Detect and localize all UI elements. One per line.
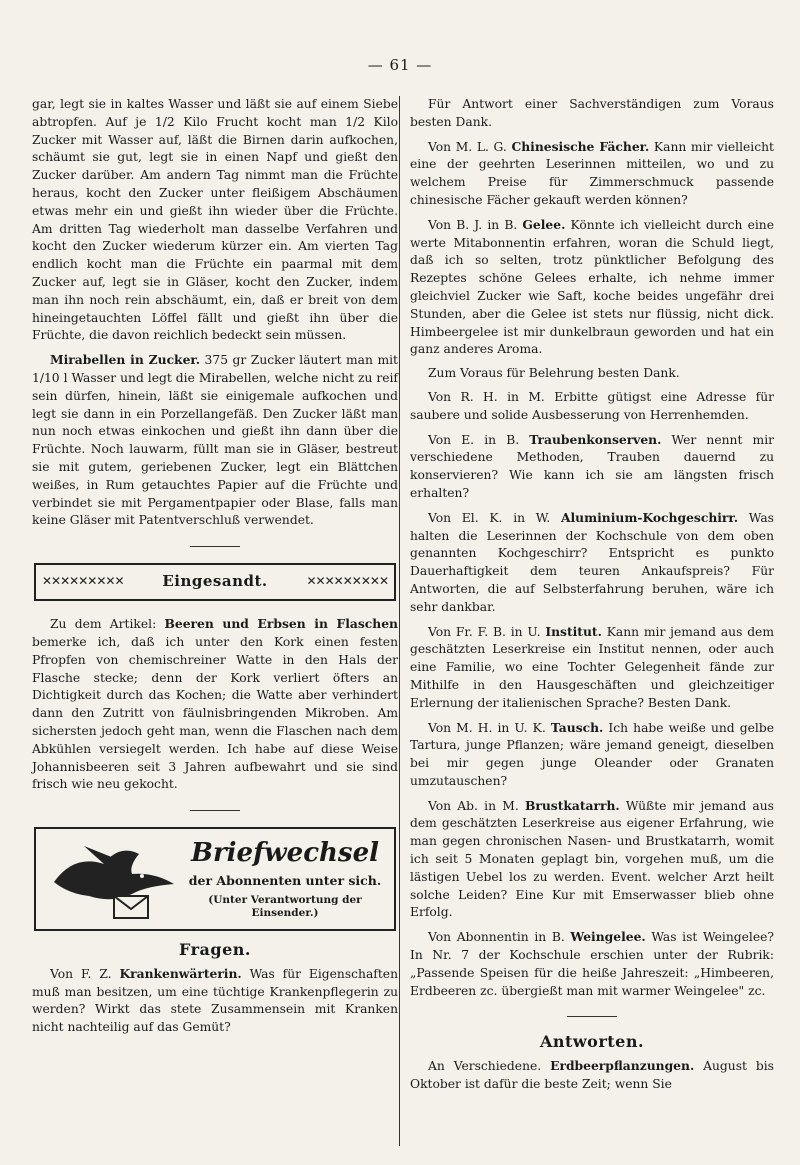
paragraph-trauben <box>410 431 774 503</box>
section-rule-3 <box>567 1016 617 1017</box>
paragraph-weingelee <box>410 928 774 1000</box>
paragraph-institut <box>410 623 774 713</box>
text-erdbeer: August bis Oktober ist dafür die beste Zeit; wenn Sie <box>410 1059 774 1092</box>
text-r9-pre: Von M. H. in U. K. <box>428 720 551 735</box>
text-gelee: Könnte ich vielleicht durch eine werte Mitabonnentin erfahren, woran die Schuld liegt, daß ich so selten, trotz pünktlicher Befolgung des Rezeptes schöne Gelees erhalte, ich nehme immer gleichviel Zucker wie Saft, koche beides ungefähr drei Stunden, aber die Gelee ist stets nur flüssig, nicht dick. Himbeergelee ist mir dunkelbraun geworden und hat ein ganz anderes Aroma. <box>410 217 774 357</box>
fragen-title: Fragen. <box>179 940 251 960</box>
text-aluminium: Was halten die Leserinnen der Kochschule von dem oben genannten Kochgeschirr? Entspricht es punkto Dauerhaftigkeit dem teuren Ankaufspreis? Für Antworten, die auf Selbsterfahrung beruhen, wäre ich sehr dankbar. <box>410 510 774 614</box>
paragraph-dank: Für Antwort einer Sachverständigen zum Voraus besten Dank. <box>410 97 774 129</box>
ornament-right-icon: ✕✕✕✕✕✕✕✕✕ <box>306 574 388 589</box>
paragraph-belehrung: Zum Voraus für Belehrung besten Dank. <box>428 366 680 381</box>
paragraph-eingesandt <box>32 615 398 794</box>
paragraph-birnen: gar, legt sie in kaltes Wasser und läßt sie auf einem Siebe abtropfen. Auf je 1/2 Kilo Frucht kocht man 1/2 Kilo Zucker mit Wasser auf, läßt die Birnen darin aufkochen, schäumt sie gut, legt sie in einen Napf und gießt den Zucker darüber. Am andern Tag nimmt man die Früchte heraus, kocht den Zucker unter fleißigem Abschäumen etwas mehr ein und gießt ihn wieder über die Früchte. Am dritten Tag wiederholt man dasselbe Verfahren und kocht den Zucker wiederum kürzer ein. Am vierten Tag endlich kocht man die Früchte ein paarmal mit dem Zucker auf, legt sie in Gläser, kocht den Zucker, indem man ihn noch rein abschäumt, ein, daß er breit von dem hineingetauchten Löffel fällt und gießt ihn über die Früchte, die davon reichlich bedeckt sein müssen. <box>32 97 398 343</box>
page-number: — 61 — <box>367 56 433 74</box>
heading-brustkatarrh: Brustkatarrh. <box>524 797 620 813</box>
paragraph-aluminium <box>410 509 774 617</box>
text-r10-pre: Von Ab. in M. <box>428 798 525 813</box>
text-eingesandt-pre: Zu dem Artikel: <box>50 617 165 632</box>
text-r8-pre: Von Fr. F. B. in U. <box>428 624 546 639</box>
paragraph-krankenwaerterin <box>32 965 398 1037</box>
ornament-left-icon: ✕✕✕✕✕✕✕✕✕ <box>42 574 124 589</box>
briefwechsel-subtitle: der Abonnenten unter sich. <box>188 873 382 889</box>
section-rule-2 <box>190 810 240 811</box>
left-column <box>32 96 398 1043</box>
briefwechsel-note: (Unter Verantwortung der Einsender.) <box>208 893 362 919</box>
text-r12-pre: An Verschiedene. <box>428 1059 551 1074</box>
heading-faecher: Chinesische Fächer. <box>511 138 650 154</box>
text-krankenwaerterin: Was für Eigenschaften muß man besitzen, um eine tüchtige Krankenpflegerin zu werden? Wirkt das stete Zusammensein mit Kranken nicht nachteilig auf das Gemüt? <box>32 966 398 1035</box>
text-eingesandt: bemerke ich, daß ich unter den Kork einen festen Pfropfen von chemischreiner Watte in den Hals der Flasche stecke; denn der Kork verliert öfters an Dichtigkeit durch das Kochen; die Watte aber verhindert dann den Zutritt von fäulnisbringenden Mikroben. Am sichersten jedoch geht man, wenn die Flaschen nach dem Abkühlen versiegelt werden. Ich habe auf diese Weise Johannisbeeren seit 3 Jahren aufbewahrt und sie sind frisch wie neu gekocht. <box>32 634 398 792</box>
text-r11-pre: Von Abonnentin in B. <box>428 930 571 945</box>
text-faecher: Kann mir vielleicht eine der geehrten Leserinnen mitteilen, wo und zu welchem Preise für Zimmerschmuck passende chinesische Fächer gekauft werden können? <box>410 139 774 207</box>
heading-tausch: Tausch. <box>550 719 604 735</box>
paragraph-gelee <box>410 216 774 359</box>
text-institut: Kann mir jemand aus dem geschätzten Leserkreise ein Institut nennen, oder auch eine Familie, wo eine Tochter Gelegenheit fände zur Mithilfe in den Hausgeschäften und gleichzeitiger Erlernung der italienischen Sprache? Besten Dank. <box>410 624 774 710</box>
heading-gelee: Gelee. <box>522 216 566 232</box>
heading-institut: Institut. <box>545 623 602 639</box>
eingesandt-title: Eingesandt. <box>162 572 268 591</box>
eingesandt-box <box>34 563 396 601</box>
briefwechsel-title: Briefwechsel <box>191 838 379 869</box>
column-divider <box>399 96 400 1146</box>
bird-with-letter-icon <box>44 834 184 924</box>
text-r2-pre: Von M. L. G. <box>428 139 512 154</box>
heading-trauben: Traubenkonserven. <box>529 431 662 447</box>
paragraph-faecher <box>410 138 774 210</box>
paragraph-herrenhemden: Von R. H. in M. Erbitte gütigst eine Adresse für saubere und solide Ausbesserung von Herrenhemden. <box>410 389 774 422</box>
heading-krankenwaerterin: Krankenwärterin. <box>119 965 242 981</box>
heading-erdbeer: Erdbeerpflanzungen. <box>550 1058 695 1074</box>
text-tausch: Ich habe weiße und gelbe Tartura, junge Pflanzen; wäre jemand geneigt, dieselben bei mir gegen junge Oleander oder Granaten umzutauschen? <box>410 720 774 788</box>
section-rule <box>190 546 240 547</box>
paragraph-tausch <box>410 719 774 791</box>
text-r3-pre: Von B. J. in B. <box>428 217 523 232</box>
article-ref: Beeren und Erbsen in Flaschen <box>164 616 398 632</box>
text-r7-pre: Von El. K. in W. <box>428 510 561 525</box>
text-r6-pre: Von E. in B. <box>428 432 530 447</box>
briefwechsel-box <box>34 827 396 931</box>
text-brustkatarrh: Wüßte mir jemand aus dem geschätzten Leserkreise aus eigener Erfahrung, wie man gegen chronischen Nasen- und Brustkatarrh, womit ich seit 5 Monaten geplagt bin, vorgehen muß, um die lästigen Uebel los zu werden. Event. welcher Arzt heilt solche Leiden? Eine Kur mit Emserwasser blieb ohne Erfolg. <box>410 798 774 920</box>
paragraph-brustkatarrh <box>410 797 774 923</box>
paragraph-erdbeer <box>410 1057 774 1094</box>
right-column <box>410 96 774 1100</box>
heading-mirabellen: Mirabellen in Zucker. <box>50 352 201 368</box>
heading-aluminium: Aluminium-Kochgeschirr. <box>560 509 739 525</box>
text-mirabellen: 375 gr Zucker läutert man mit 1/10 l Wasser und legt die Mirabellen, welche nicht zu reif sein dürfen, hinein, läßt sie einigemale aufkochen und legt sie dann in ein Porzellangefäß. Den Zucker läßt man nun noch etwas einkochen und gießt ihn dann über die Früchte. Noch lauwarm, füllt man sie in Gläser, bestreut sie mit gutem, geriebenen Zucker, legt ein Blättchen weißes, in Rum getauchtes Papier auf die Früchte und verbindet sie mit Pergamentpapier oder Blase, falls man keine Gläser mit Patentverschluß verwendet. <box>32 353 398 528</box>
text-trauben: Wer nennt mir verschiedene Methoden, Trauben dauernd zu konservieren? Wie kann ich sie am längsten frisch erhalten? <box>410 432 774 500</box>
text-weingelee: Was ist Weingelee? In Nr. 7 der Kochschule erschien unter der Rubrik: „Passende Speisen für die heiße Jahreszeit: „Himbeeren, Erdbeeren zc. übergießt man mit warmer Weingelee" zc. <box>410 930 774 998</box>
antworten-title: Antworten. <box>539 1032 645 1052</box>
paragraph-mirabellen <box>32 351 398 530</box>
text-kw-pre: Von F. Z. <box>50 966 120 981</box>
heading-weingelee: Weingelee. <box>570 929 646 945</box>
